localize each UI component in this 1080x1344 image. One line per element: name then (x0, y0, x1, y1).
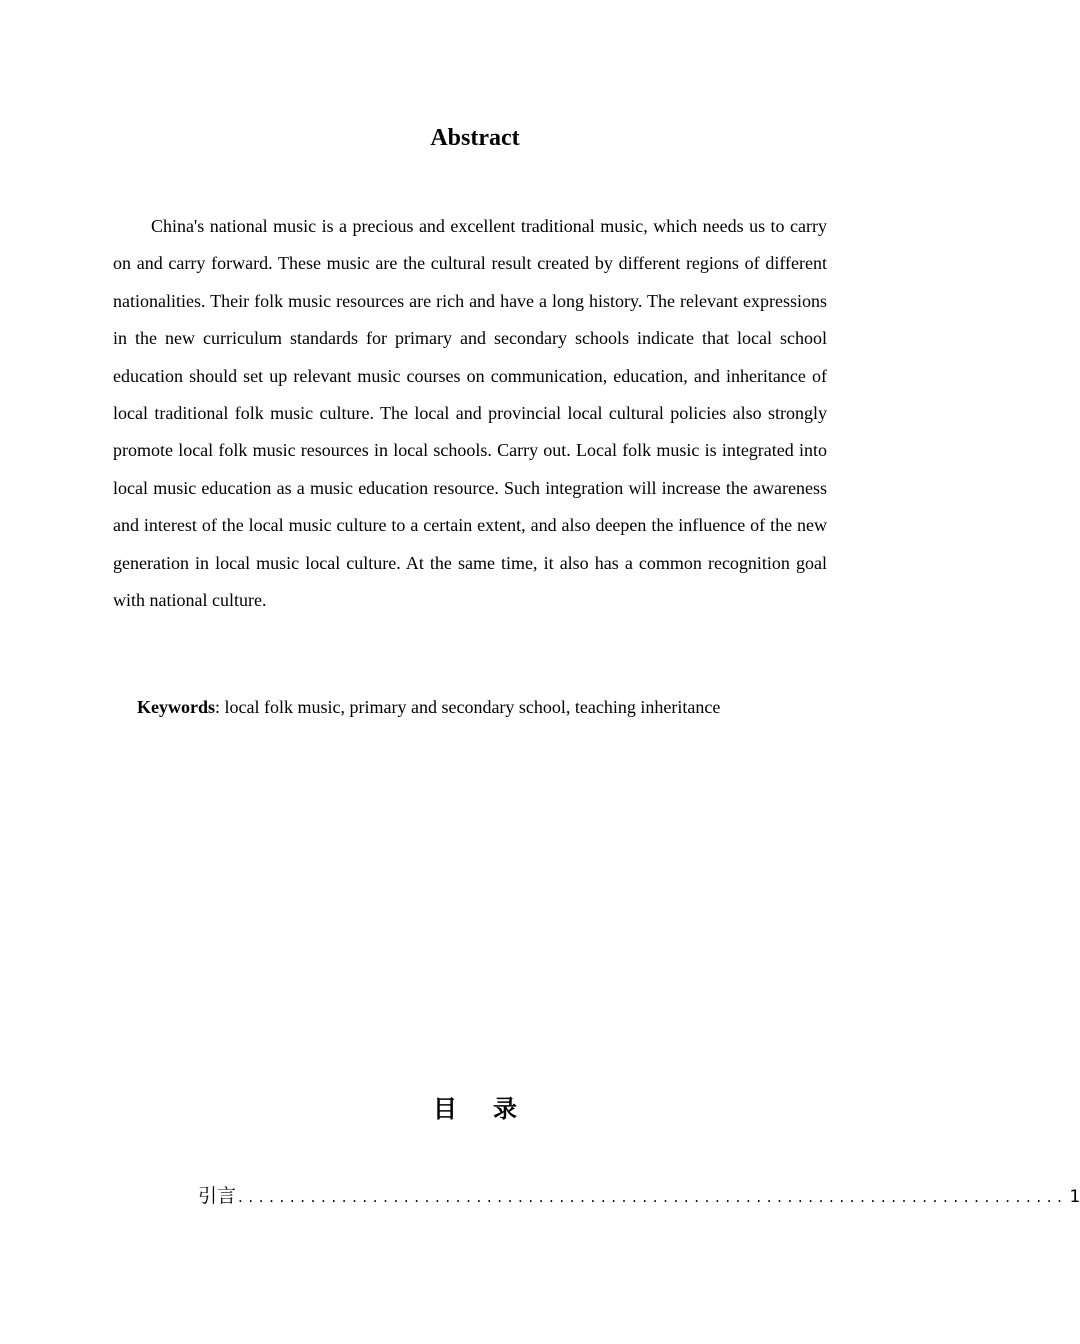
keywords-separator: : (215, 697, 225, 717)
toc-title: 目录 (433, 1095, 553, 1123)
toc-entry-label: 引言 (198, 1185, 237, 1207)
keywords-line (137, 691, 837, 723)
abstract-body: China's national music is a precious and excellent traditional music, which needs us to carry on and carry forward. These music are the cultural result created by different regions of different nationalities. Their folk music resources are rich and have a long history. The relevant expressions in the new curriculum standards for primary and secondary schools indicate that local school education should set up relevant music courses on communication, education, and inheritance of local traditional folk music culture. The local and provincial local cultural policies also strongly promote local folk music resources in local schools. Carry out. Local folk music is integrated into local music education as a music education resource. Such integration will increase the awareness and interest of the local music culture to a certain extent, and also deepen the influence of the new generation in local music local culture. At the same time, it also has a common recognition goal with national culture. (113, 216, 827, 611)
keywords-text: local folk music, primary and secondary school, teaching inheritance (224, 697, 721, 717)
toc-entry-page-number: 1 (1069, 1187, 1080, 1207)
toc-dot-leader: ................................................................................ (238, 1188, 1068, 1206)
abstract-title: Abstract (430, 125, 520, 151)
toc-entry-introduction[interactable] (198, 1182, 1080, 1211)
keywords-label: Keywords (137, 697, 215, 717)
